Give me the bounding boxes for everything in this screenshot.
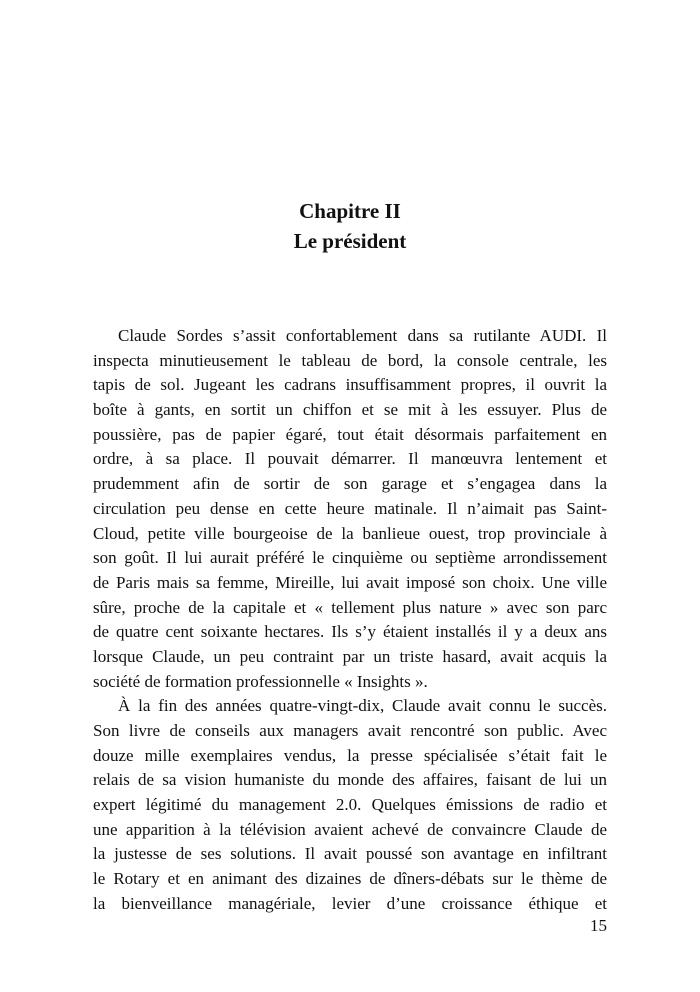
text-line: de quatre cent soixante hectares. Ils s’y étaient installés il y a deux ans [93,622,607,642]
text-line: la justesse de ses solutions. Il avait poussé son avantage en infiltrant [93,844,607,864]
page-number: 15 [590,916,607,935]
text-line: sûre, proche de la capitale et « tellement plus nature » avec son parc [93,597,607,617]
text-line: douze mille exemplaires vendus, la presse spécialisée s’était fait le [93,745,607,765]
text-line: poussière, pas de papier égaré, tout était désormais parfaitement en [93,424,607,444]
text-line: inspecta minutieusement le tableau de bord, la console centrale, les [93,350,607,370]
text-line: tapis de sol. Jugeant les cadrans insuffisamment propres, il ouvrit la [93,375,607,395]
text-line: Cloud, petite ville bourgeoise de la banlieue ouest, trop provinciale à [93,523,607,543]
text-line: le Rotary et en animant des dizaines de dîners-débats sur le thème de [93,869,607,889]
text-line: À la fin des années quatre-vingt-dix, Claude avait connu le succès. [118,696,607,716]
body-text [93,324,607,917]
text-line: société de formation professionnelle « Insights ». [93,671,428,691]
text-line: de Paris mais sa femme, Mireille, lui avait imposé son choix. Une ville [93,572,607,592]
text-line: Claude Sordes s’assit confortablement dans sa rutilante AUDI. Il [118,326,607,345]
text-line: Son livre de conseils aux managers avait rencontré son public. Avec [93,721,607,740]
text-line: prudemment afin de sortir de son garage et s’engagea dans la [93,474,607,494]
text-line: expert légitimé du management 2.0. Quelques émissions de radio et [93,795,607,815]
text-line: ordre, à sa place. Il pouvait démarrer. Il manœuvra lentement et [93,449,607,469]
text-line: lorsque Claude, un peu contraint par un triste hasard, avait acquis la [93,646,607,666]
text-line: circulation peu dense en cette heure matinale. Il n’aimait pas Saint- [93,498,607,518]
chapter-title: Chapitre II [299,199,401,223]
text-line: la bienveillance managériale, levier d’une croissance éthique et [93,893,607,913]
chapter-subtitle: Le président [293,229,407,253]
text-line: relais de sa vision humaniste du monde des affaires, faisant de lui un [93,770,607,790]
text-line: son goût. Il lui aurait préféré le cinquième ou septième arrondissement [93,548,607,568]
text-line: boîte à gants, en sortit un chiffon et se mit à les essuyer. Plus de [93,400,607,420]
text-line: une apparition à la télévision avaient achevé de convaincre Claude de [93,819,607,839]
